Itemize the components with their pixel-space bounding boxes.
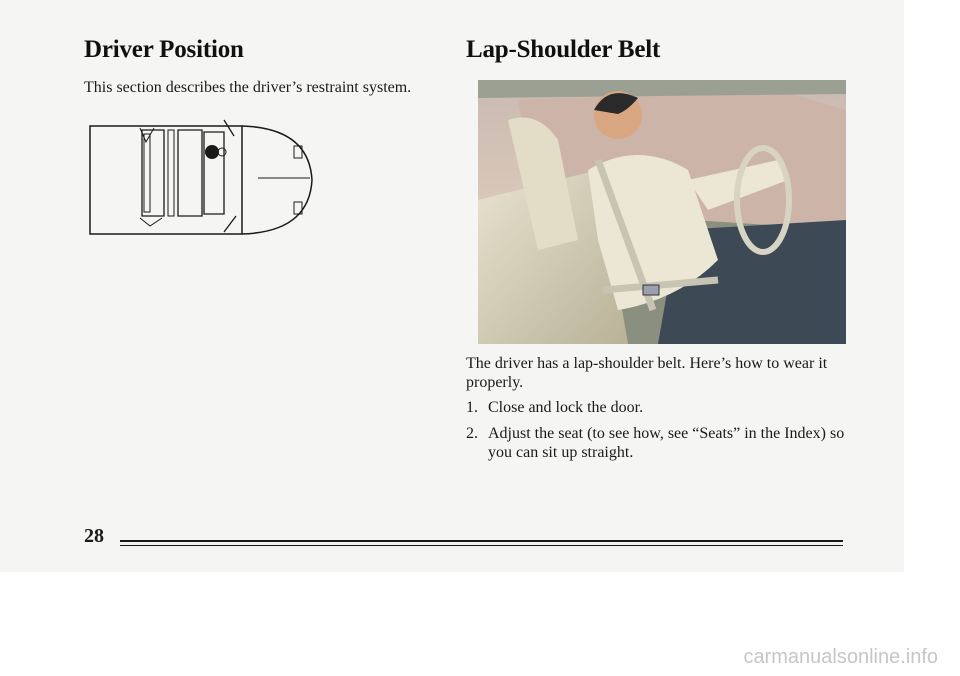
section-title: Driver Position [84,36,244,63]
page-number: 28 [84,525,104,547]
belt-paragraph: The driver has a lap-shoulder belt. Here’s how to wear it properly. [466,355,828,391]
step-number: 2. [466,425,478,442]
driver-position-section [84,36,424,97]
list-item [466,424,866,462]
footer-rule-thin [120,545,843,546]
steps-list [466,398,866,462]
car-seating-diagram [84,116,316,246]
step-text: Close and lock the door. [488,399,644,416]
step-number: 1. [466,399,478,416]
watermark: carmanualsonline.info [743,646,938,668]
step-text: Adjust the seat (to see how, see “Seats” in the Index) so you can sit up straight. [488,425,845,461]
section-intro: This section describes the driver’s restraint system. [84,79,412,96]
driver-wearing-belt-illustration [478,80,846,344]
footer-rule [120,540,843,542]
instructions [466,354,866,469]
lap-shoulder-belt-section [466,36,866,64]
list-item [466,398,866,417]
page-footer [84,525,844,555]
section-title: Lap-Shoulder Belt [466,36,661,63]
